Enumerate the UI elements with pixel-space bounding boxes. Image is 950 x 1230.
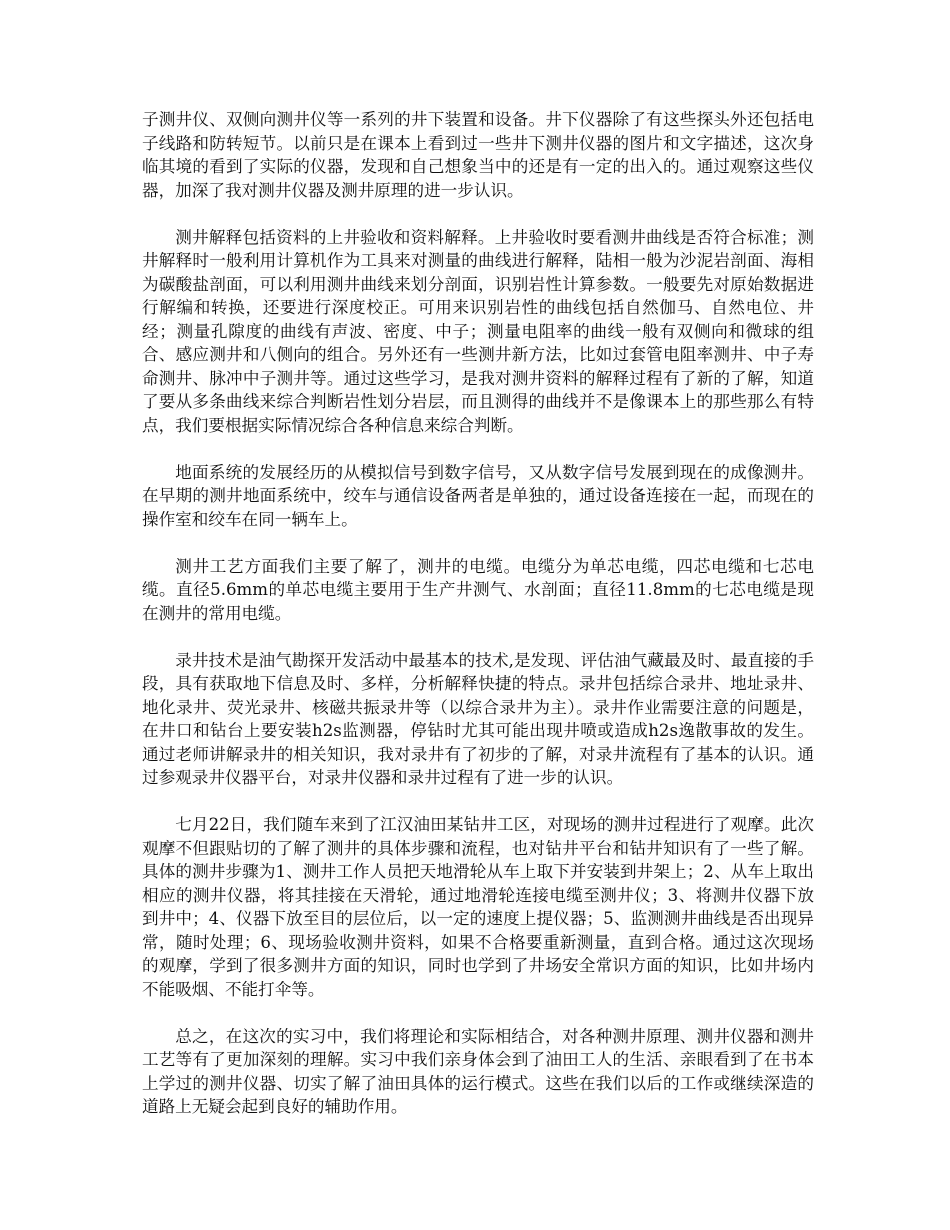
document-body [142, 108, 814, 1142]
paragraph-mud-logging: 录井技术是油气勘探开发活动中最基本的技术,是发现、评估油气藏最及时、最直接的手段，具有获取地下信息及时、多样，分析解释快捷的特点。录井包括综合录井、地址录井、地化录井、荧光录井、核磁共振录井等（以综合录井为主）。录井作业需要注意的问题是，在井口和钻台上要安装h2s监测器，停钻时尤其可能出现井喷或造成h2s逸散事故的发生。通过老师讲解录井的相关知识，我对录井有了初步的了解，对录井流程有了基本的认识。通过参观录井仪器平台，对录井仪器和录井过程有了进一步的认识。 [142, 650, 814, 787]
paragraph-instruments: 子测井仪、双侧向测井仪等一系列的井下装置和设备。井下仪器除了有这些探头外还包括电子线路和防转短节。以前只是在课本上看到过一些井下测井仪器的图片和文字描述，这次身临其境的看到了实际的仪器，发现和自己想象当中的还是有一定的出入的。通过观察这些仪器，加深了我对测井仪器及测井原理的进一步认识。 [142, 110, 814, 200]
paragraph-log-interpretation: 测井解释包括资料的上井验收和资料解释。上井验收时要看测井曲线是否符合标准；测井解释时一般利用计算机作为工具来对测量的曲线进行解释，陆相一般为沙泥岩剖面、海相为碳酸盐剖面，可以利用测井曲线来划分剖面，识别岩性计算参数。一般要先对原始数据进行解编和转换，还要进行深度校正。可用来识别岩性的曲线包括自然伽马、自然电位、井经；测量孔隙度的曲线有声波、密度、中子；测量电阻率的曲线一般有双侧向和微球的组合、感应测井和八侧向的组合。另外还有一些测井新方法，比如过套管电阻率测井、中子寿命测井、脉冲中子测井等。通过这些学习，是我对测井资料的解释过程有了新的了解，知道了要从多条曲线来综合判断岩性划分岩层，而且测得的曲线并不是像课本上的那些那么有特点，我们要根据实际情况综合各种信息来综合判断。 [142, 227, 814, 435]
paragraph-conclusion: 总之，在这次的实习中，我们将理论和实际相结合，对各种测井原理、测井仪器和测井工艺等有了更加深刻的理解。实习中我们亲身体会到了油田工人的生活、亲眼看到了在书本上学过的测井仪器、切实了解了油田具体的运行模式。这些在我们以后的工作或继续深造的道路上无疑会起到良好的辅助作用。 [142, 1026, 814, 1116]
paragraph-field-visit: 七月22日，我们随车来到了江汉油田某钻井工区，对现场的测井过程进行了观摩。此次观摩不但跟贴切的了解了测井的具体步骤和流程，也对钻井平台和钻井知识有了一些了解。具体的测井步骤为1、测井工作人员把天地滑轮从车上取下并安装到井架上；2、从车上取出相应的测井仪器，将其挂接在天滑轮，通过地滑轮连接电缆至测井仪；3、将测井仪器下放到井中；4、仪器下放至目的层位后，以一定的速度上提仪器；5、监测测井曲线是否出现异常，随时处理；6、现场验收测井资料，如果不合格要重新测量，直到合格。通过这次现场的观摩，学到了很多测井方面的知识，同时也学到了井场安全常识方面的知识，比如井场内不能吸烟、不能打伞等。 [142, 815, 814, 999]
paragraph-surface-system: 地面系统的发展经历的从模拟信号到数字信号，又从数字信号发展到现在的成像测井。在早期的测井地面系统中，绞车与通信设备两者是单独的，通过设备连接在一起，而现在的操作室和绞车在同一辆车上。 [142, 462, 814, 529]
paragraph-logging-cable: 测井工艺方面我们主要了解了，测井的电缆。电缆分为单芯电缆，四芯电缆和七芯电缆。直径5.6mm的单芯电缆主要用于生产井测气、水剖面；直径11.8mm的七芯电缆是现在测井的常用电缆。 [142, 556, 814, 623]
